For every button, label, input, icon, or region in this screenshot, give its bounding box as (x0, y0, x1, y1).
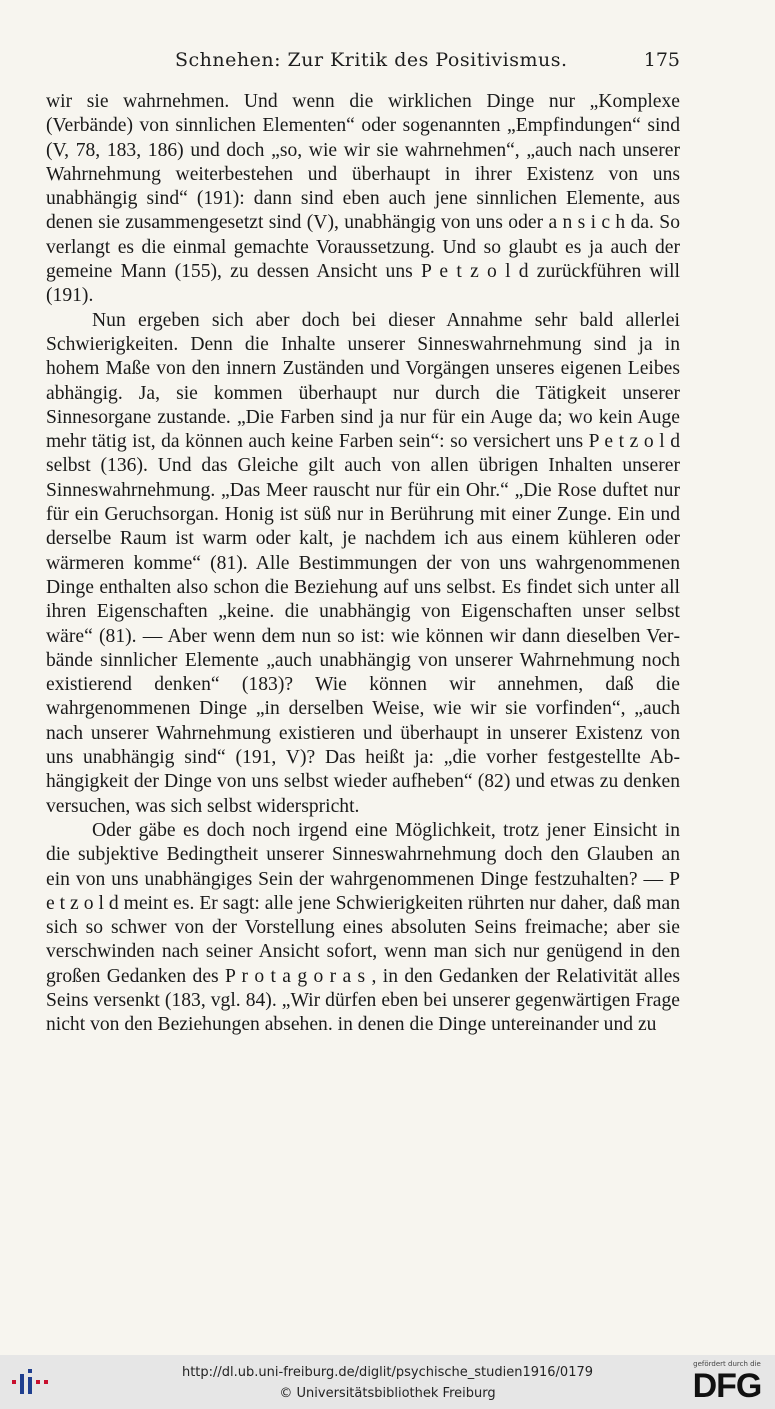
footer-bar (0, 1355, 775, 1409)
funder-note: gefördert durch die (693, 1360, 761, 1368)
permalink-url[interactable]: http://dl.ub.uni-freiburg.de/diglit/psychische_studien1916/0179 (181, 1365, 594, 1380)
running-head: Schnehen: Zur Kritik des Positivismus. (175, 49, 568, 71)
paragraph-3: Oder gäbe es doch noch irgend eine Möglichkeit, trotz jener Einsicht in die subjektive Bedingtheit unserer Sinneswahrnehmung doch den Glauben an ein von uns unabhängiges Sein der wahrgenommenen Dinge festzuhalten? — P e t z o l d meint es. Er sagt: alle jene Schwierigkeiten rührten nur daher, daß man sich so schwer von der Vorstellung eines absoluten Seins freimache; aber sie verschwinden nach seiner Ansicht sofort, wenn man sich nur genügend in den großen Gedanken des P r o t a g o r a s , in den Gedanken der Relativität alles Seins versenkt (183, vgl. 84). „Wir dürfen eben bei unserer gegenwärtigen Frage nicht von den Beziehungen absehen. in denen die Dinge untereinander und zu (46, 819, 680, 1036)
page-number: 175 (643, 49, 680, 71)
copyright-text: © Universitätsbibliothek Freiburg (279, 1386, 496, 1401)
paragraph-1: wir sie wahrnehmen. Und wenn die wirklichen Dinge nur „Komplexe (Verbände) von sinnlichen Elementen“ oder sogenannten „Empfindungen“ sind (V, 78, 183, 186) und doch „so, wie wir sie wahrnehmen“, „auch nach unserer Wahrnehmung weiterbestehen und überhaupt in ihrer Existenz von uns unabhängig sind“ (191): dann sind eben auch jene sinnlichen Elemente, aus denen sie zusammengesetzt sind (V), unabhängig von uns oder a n s i c h da. So verlangt es die einmal gemachte Voraussetzung. Und so glaubt es ja auch der gemeine Mann (155), zu dessen Ansicht uns P e t z o l d zurückführen will (191). (46, 91, 680, 307)
paragraph-2: Nun ergeben sich aber doch bei dieser Annahme sehr bald allerlei Schwierigkeiten. Denn die Inhalte unserer Sinneswahrnehmung sind ja in hohem Maße von den innern Zuständen und Vorgängen unseres eigenen Leibes abhängig. Ja, sie kommen überhaupt nur durch die Tätigkeit unserer Sinnesorgane zustande. „Die Farben sind ja nur für ein Auge da; wo kein Auge mehr tätig ist, da können auch keine Farben sein“: so versichert uns P e t z o l d selbst (136). Und das Gleiche gilt auch von allen übrigen Inhalten unserer Sinneswahrnehmung. „Das Meer rauscht nur für ein Ohr.“ „Die Rose duftet nur für ein Geruchsorgan. Honig ist süß nur in Berührung mit einer Zunge. Ein und derselbe Raum ist warm oder kalt, je nachdem ich aus einem kühleren oder wärmeren komme“ (81). Alle Bestimmungen der von uns wahrgenommenen Dinge enthalten also schon die Beziehung auf uns selbst. Es findet sich unter all ihren Eigenschaften „keine. die unabhängig von Eigenschaften unser selbst wäre“ (81). — Aber wenn dem nun so ist: wie können wir dann dieselben Verbände sinnlicher Elemente „auch unabhängig von unserer Wahrnehmung noch existierend denken“ (183)? Wie können wir annehmen, daß die wahrgenommenen Dinge „in derselben Weise, wie wir sie vorfinden“, „auch nach unserer Wahrnehmung existieren und überhaupt in unserer Existenz von uns unabhängig sind“ (191, V)? Das heißt ja: „die vorher festgestellte Abhängigkeit der Dinge von uns selbst wieder aufheben“ (82) und etwas zu denken versuchen, was sich selbst widerspricht. (46, 309, 680, 817)
dfg-logo: DFG (692, 1367, 762, 1405)
dfg-funder-block (687, 1360, 767, 1406)
body-text (46, 90, 680, 1038)
page-header (44, 44, 680, 80)
